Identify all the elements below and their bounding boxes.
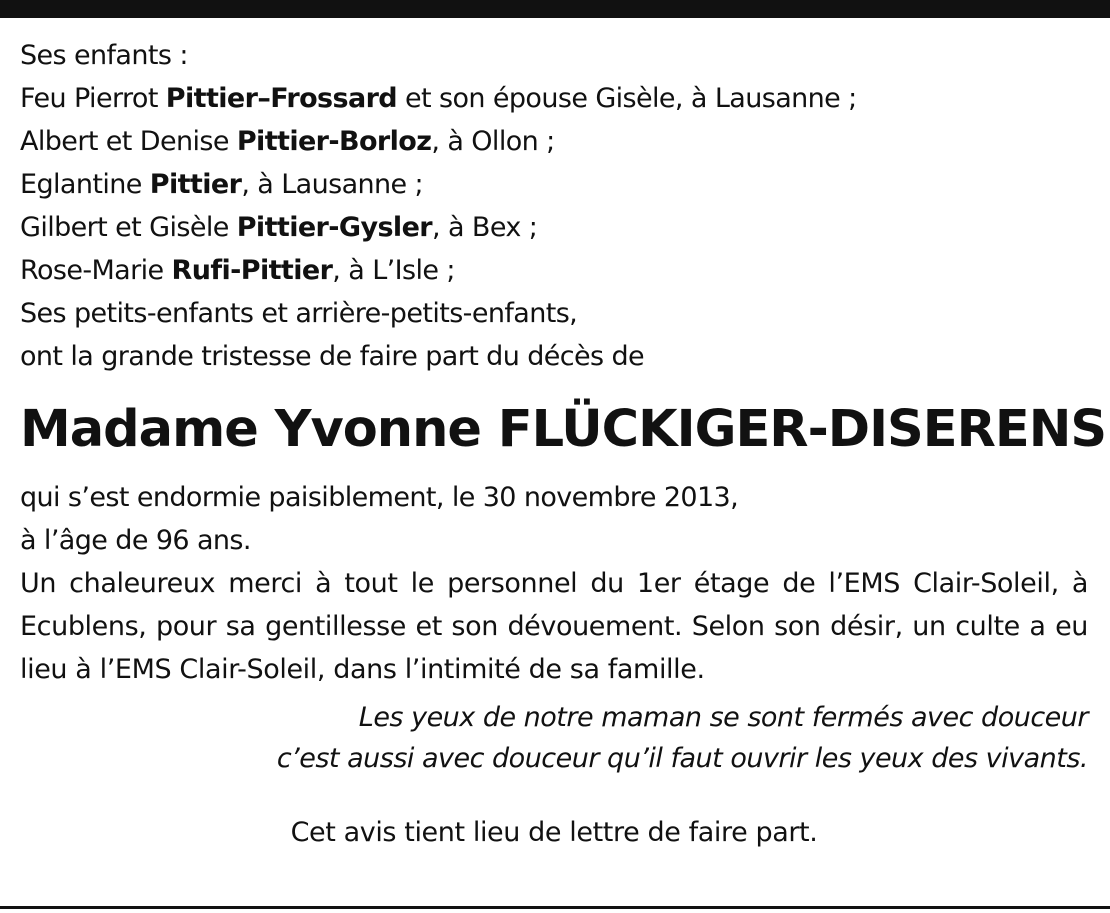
bottom-rule (0, 906, 1110, 909)
top-rule (0, 0, 1110, 18)
family-line: Gilbert et Gisèle Pittier-Gysler, à Bex ; (20, 212, 538, 243)
quote-line: Les yeux de notre maman se sont fermés avec douceur (358, 702, 1088, 733)
grandchildren-line: Ses petits-enfants et arrière-petits-enfants, (20, 298, 578, 329)
family-surname: Pittier–Frossard (165, 83, 398, 114)
footer-note: Cet avis tient lieu de lettre de faire part. (290, 817, 818, 848)
family-surname: Pittier (149, 169, 242, 200)
family-surname: Pittier-Gysler (236, 212, 432, 243)
family-surname: Pittier-Borloz (236, 126, 432, 157)
deceased-name: Madame Yvonne FLÜCKIGER-DISERENS (20, 400, 1107, 459)
family-line: Albert et Denise Pittier-Borloz, à Ollon ; (20, 126, 555, 157)
family-line: Eglantine Pittier, à Lausanne ; (20, 169, 424, 200)
family-line: Feu Pierrot Pittier–Frossard et son épouse Gisèle, à Lausanne ; (20, 83, 857, 114)
intro-line: Ses enfants : (20, 40, 188, 71)
quote-line: c’est aussi avec douceur qu’il faut ouvrir les yeux des vivants. (276, 743, 1088, 774)
announcement-line: ont la grande tristesse de faire part du décès de (20, 341, 645, 372)
family-line: Rose-Marie Rufi-Pittier, à L’Isle ; (20, 255, 455, 286)
obituary-notice (20, 34, 1107, 854)
passing-line: qui s’est endormie paisiblement, le 30 novembre 2013, (20, 482, 739, 513)
age-line: à l’âge de 96 ans. (20, 525, 251, 556)
thanks-paragraph: Un chaleureux merci à tout le personnel du 1er étage de l’EMS Clair-Soleil, à Ecublens, pour sa gentillesse et son dévouement. Selon son désir, un culte a eu lieu à l’EMS Clair-Soleil, dans l’intimité de sa famille. (20, 568, 1088, 685)
quote (20, 697, 1088, 779)
family-surname: Rufi-Pittier (171, 255, 333, 286)
